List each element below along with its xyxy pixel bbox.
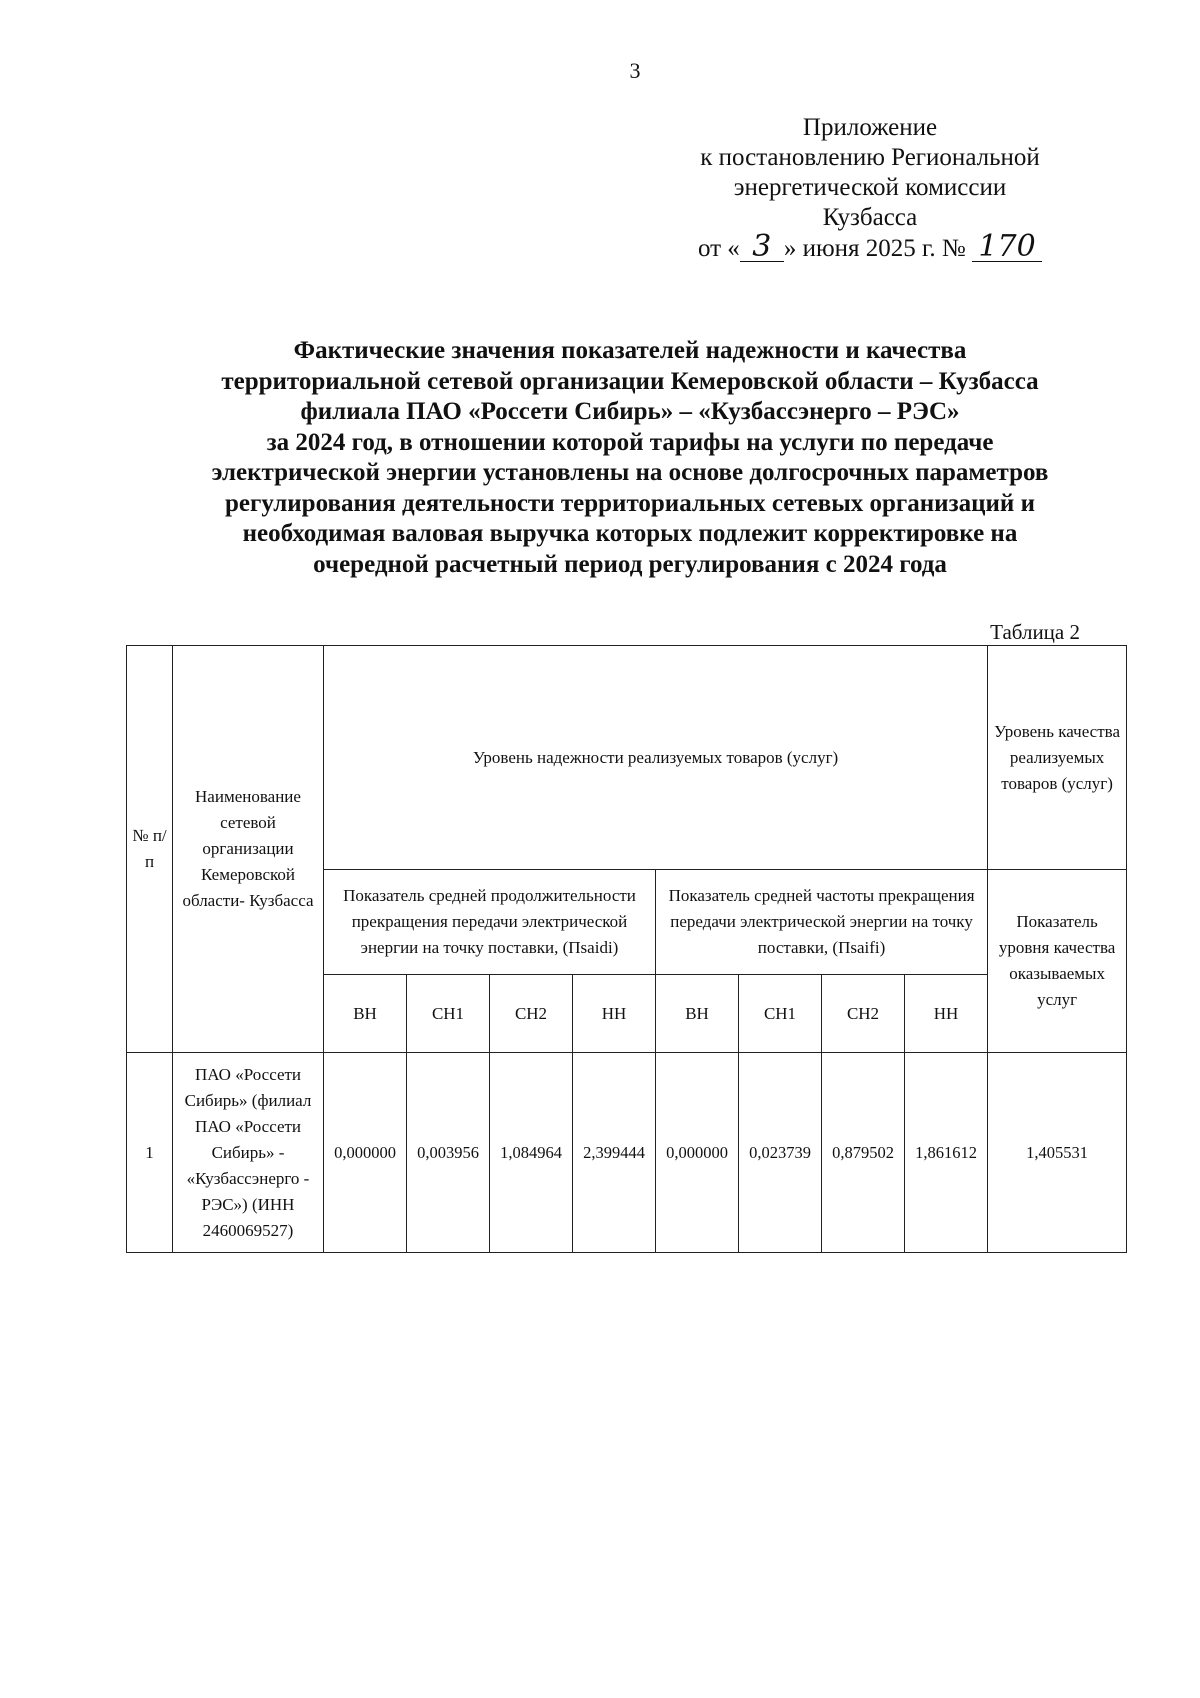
value-cell: 0,000000 [324, 1053, 407, 1253]
indicators-table [126, 645, 1127, 1253]
value-cell: 1,861612 [905, 1053, 988, 1253]
voltage-level-header: СН1 [739, 975, 822, 1053]
title-line: Фактические значения показателей надежности и качества [293, 337, 967, 364]
value-cell: 2,399444 [573, 1053, 656, 1253]
voltage-level-header: ВН [324, 975, 407, 1053]
title-line: электрической энергии установлены на основе долгосрочных параметров [211, 459, 1049, 486]
row-num: 1 [127, 1053, 173, 1253]
value-cell: 0,003956 [407, 1053, 490, 1253]
title-line: необходимая валовая выручка которых подлежит корректировке на [242, 520, 1018, 547]
date-day-handwritten: 3 [740, 233, 784, 262]
annex-date-line [660, 229, 1080, 264]
voltage-level-header: СН1 [407, 975, 490, 1053]
annex-block [660, 113, 1080, 264]
date-prefix: от « [697, 235, 740, 262]
value-cell: 1,084964 [490, 1053, 573, 1253]
table-row [127, 1053, 1127, 1253]
row-org-name: ПАО «Россети Сибирь» (филиал ПАО «Россети Сибирь» - «Кузбассэнерго - РЭС») (ИНН 2460069527) [173, 1053, 324, 1253]
header-name-col: Наименование сетевой организации Кемеровской области- Кузбасса [173, 646, 324, 1053]
quality-value-cell: 1,405531 [988, 1053, 1127, 1253]
header-saidi: Показатель средней продолжительности прекращения передачи электрической энергии на точку поставки, (Пsaidi) [324, 870, 656, 975]
value-cell: 0,879502 [822, 1053, 905, 1253]
document-number-handwritten: 170 [972, 233, 1042, 262]
page-number: 3 [629, 58, 641, 83]
header-quality-indicator: Показатель уровня качества оказываемых услуг [988, 870, 1127, 1053]
annex-line-resolution: к постановлению Региональной [700, 144, 1040, 171]
voltage-level-header: ВН [656, 975, 739, 1053]
annex-line-region: Кузбасса [822, 204, 918, 231]
document-title [130, 336, 1130, 580]
header-quality-group: Уровень качества реализуемых товаров (услуг) [988, 646, 1127, 870]
title-line: филиала ПАО «Россети Сибирь» – «Кузбассэнерго – РЭС» [300, 398, 960, 425]
voltage-level-header: НН [573, 975, 656, 1053]
table-label: Таблица 2 [990, 620, 1080, 644]
voltage-level-header: НН [905, 975, 988, 1053]
title-line: очередной расчетный период регулирования с 2024 года [313, 550, 947, 578]
annex-line-commission: энергетической комиссии [733, 174, 1007, 201]
title-line: территориальной сетевой организации Кемеровской области – Кузбасса [221, 367, 1039, 395]
title-line: регулирования деятельности территориальных сетевых организаций и [225, 489, 1035, 517]
header-reliability-group: Уровень надежности реализуемых товаров (услуг) [324, 646, 988, 870]
voltage-level-header: СН2 [822, 975, 905, 1053]
voltage-level-header: СН2 [490, 975, 573, 1053]
value-cell: 0,000000 [656, 1053, 739, 1253]
date-mid: » июня 2025 г. № [783, 235, 966, 262]
header-num-col: № п/п [127, 646, 173, 1053]
header-saifi: Показатель средней частоты прекращения передачи электрической энергии на точку поставки, (Пsaifi) [656, 870, 988, 975]
title-line: за 2024 год, в отношении которой тарифы на услуги по передаче [266, 428, 994, 456]
value-cell: 0,023739 [739, 1053, 822, 1253]
annex-title: Приложение [802, 114, 938, 141]
